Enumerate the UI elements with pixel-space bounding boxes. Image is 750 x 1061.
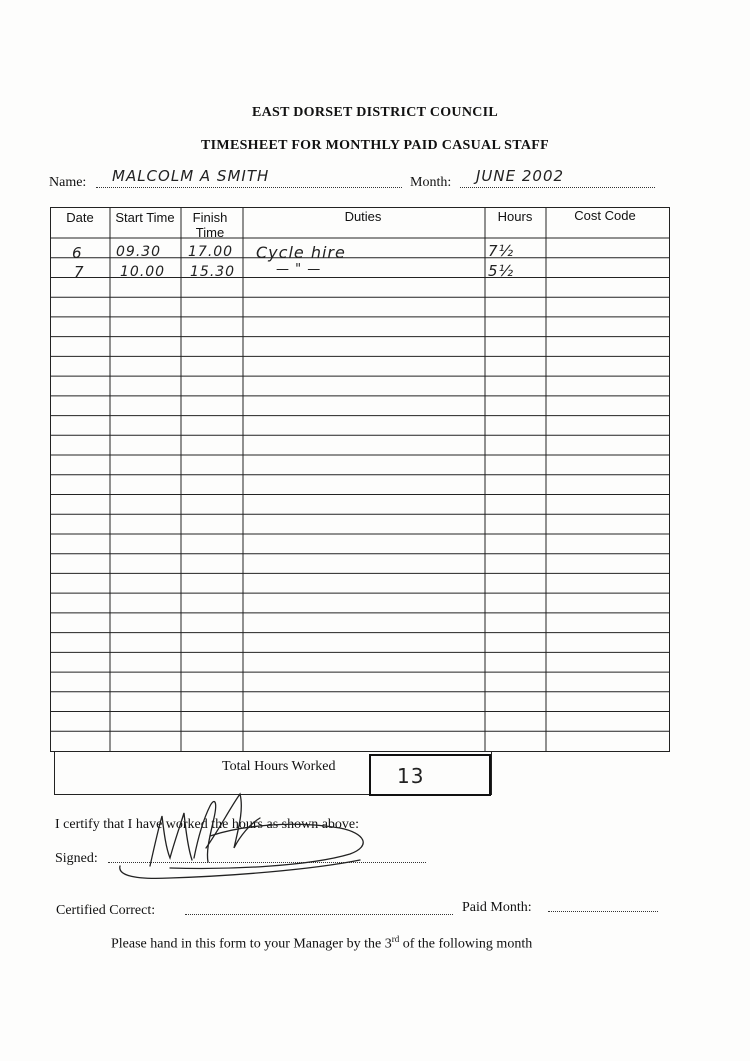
row1-date: 6 — [72, 244, 83, 262]
total-hours-value: 13 — [397, 764, 425, 788]
total-hours-box — [369, 754, 491, 796]
col-header-date: Date — [66, 210, 94, 225]
notice-superscript: rd — [391, 934, 400, 944]
certified-correct-dotted-line — [185, 914, 453, 915]
name-label: Name: — [49, 175, 87, 190]
submission-notice — [111, 934, 532, 953]
col-header-duties: Duties — [344, 209, 382, 224]
row2-start-time: 10.00 — [120, 264, 166, 280]
paid-month-label: Paid Month: — [462, 900, 532, 915]
col-header-hours: Hours — [497, 209, 533, 224]
row1-start-time: 09.30 — [116, 244, 162, 260]
row1-finish-time: 17.00 — [188, 244, 234, 260]
signed-label: Signed: — [55, 851, 98, 866]
col-header-start-time: Start Time — [115, 210, 175, 225]
signature-scribble — [110, 788, 380, 888]
total-hours-label: Total Hours Worked — [222, 759, 336, 774]
notice-text-end: of the following month — [399, 936, 533, 952]
timesheet-table — [50, 207, 670, 752]
notice-text: Please hand in this form to your Manager by the 3 — [111, 936, 392, 952]
form-title: TIMESHEET FOR MONTHLY PAID CASUAL STAFF — [201, 138, 549, 153]
row2-hours: 5½ — [488, 262, 515, 280]
paid-month-dotted-line — [548, 911, 658, 912]
name-value: MALCOLM A SMITH — [112, 167, 270, 185]
row1-hours: 7½ — [488, 242, 515, 260]
row2-duties: — " — — [276, 262, 322, 277]
council-title: EAST DORSET DISTRICT COUNCIL — [251, 105, 499, 120]
row1-duties: Cycle hire — [256, 243, 346, 262]
month-value: JUNE 2002 — [476, 167, 565, 185]
row2-date: 7 — [74, 263, 85, 281]
table-grid-lines — [50, 207, 670, 752]
certify-statement: I certify that I have worked the hours as shown above: — [55, 817, 360, 832]
certified-correct-label: Certified Correct: — [56, 903, 156, 918]
row2-finish-time: 15.30 — [190, 264, 236, 280]
month-dotted-line — [460, 187, 655, 188]
col-header-cost-code: Cost Code — [574, 208, 636, 223]
col-header-finish-time: Finish Time — [192, 210, 228, 240]
name-dotted-line — [96, 187, 402, 188]
month-label: Month: — [410, 175, 452, 190]
